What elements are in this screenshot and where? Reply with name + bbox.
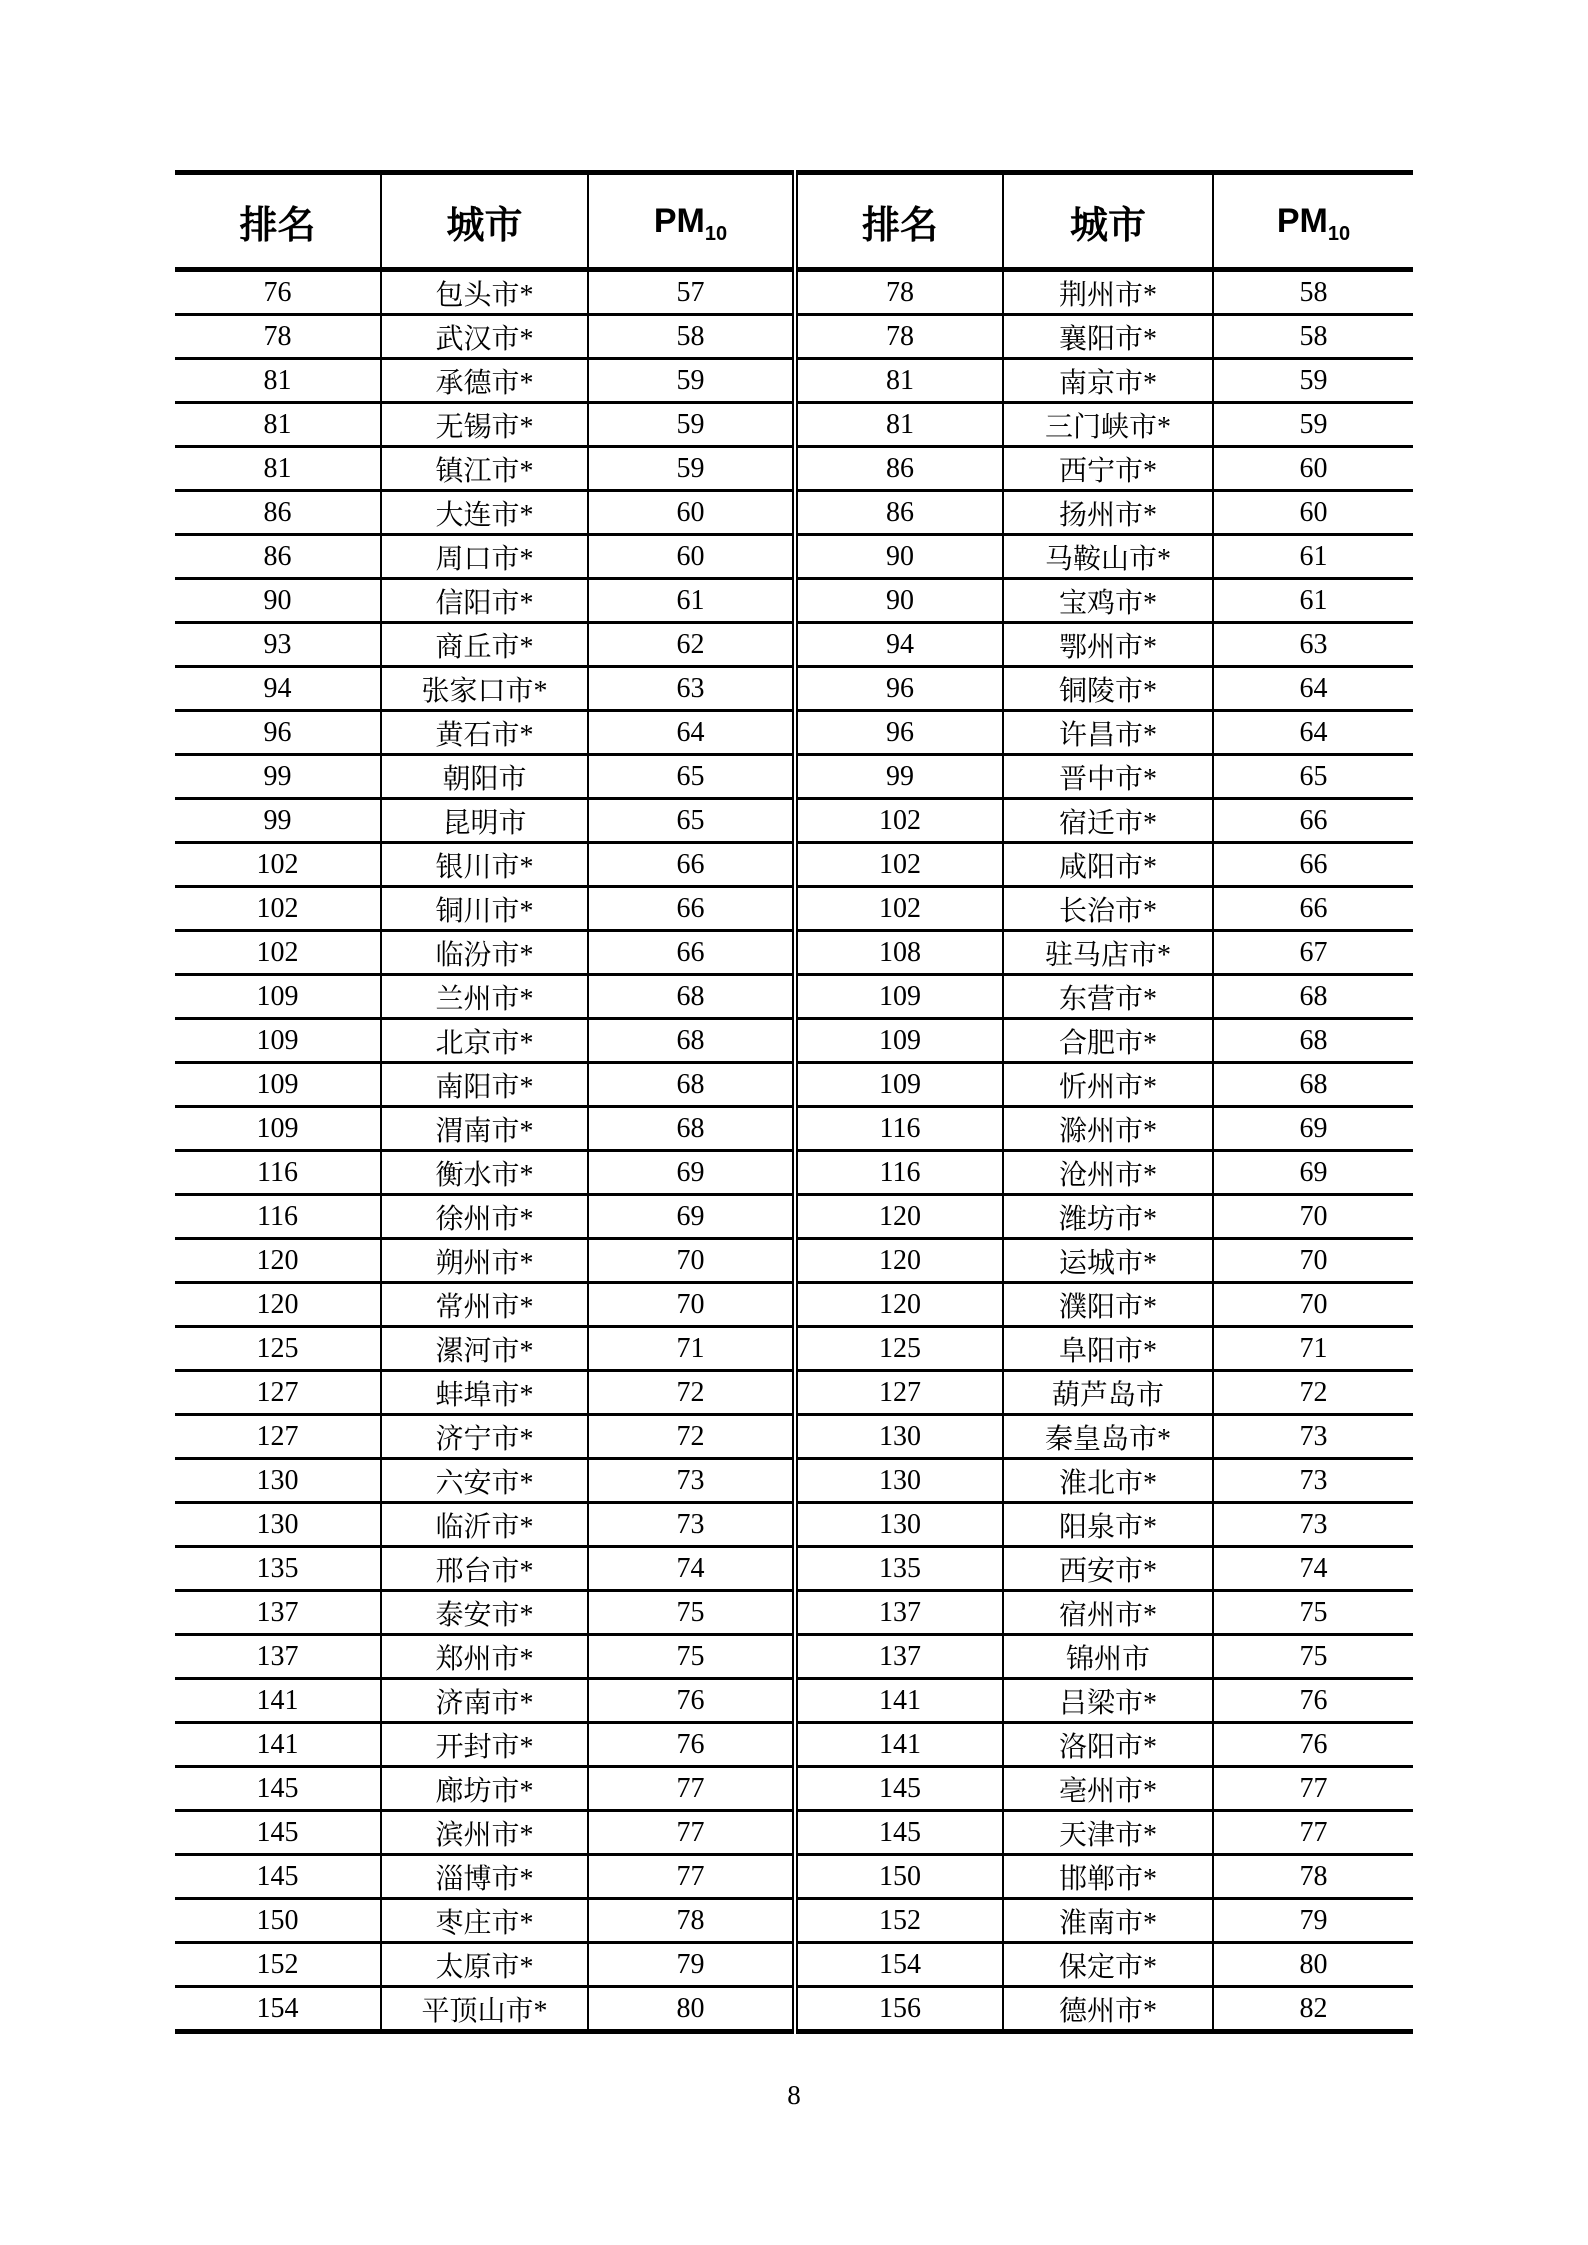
table-row xyxy=(175,1811,1413,1855)
rank-cell-right: 94 xyxy=(795,623,1003,667)
table-row xyxy=(175,1019,1413,1063)
city-cell-right: 秦皇岛市* xyxy=(1003,1415,1213,1459)
rank-cell-left: 145 xyxy=(175,1767,381,1811)
pm10-cell-right: 72 xyxy=(1213,1371,1413,1415)
pm10-cell-right: 82 xyxy=(1213,1987,1413,2032)
city-cell-right: 濮阳市* xyxy=(1003,1283,1213,1327)
city-cell-right: 三门峡市* xyxy=(1003,403,1213,447)
pm10-cell-right: 73 xyxy=(1213,1503,1413,1547)
city-cell-left: 太原市* xyxy=(381,1943,588,1987)
table-row xyxy=(175,1987,1413,2032)
pm10-cell-right: 75 xyxy=(1213,1635,1413,1679)
table-body xyxy=(175,270,1413,2032)
table-row xyxy=(175,1371,1413,1415)
rank-cell-left: 109 xyxy=(175,975,381,1019)
rank-cell-left: 99 xyxy=(175,755,381,799)
city-cell-right: 东营市* xyxy=(1003,975,1213,1019)
city-cell-right: 西安市* xyxy=(1003,1547,1213,1591)
table-row xyxy=(175,1635,1413,1679)
pm10-cell-right: 67 xyxy=(1213,931,1413,975)
table-row xyxy=(175,1855,1413,1899)
rank-cell-left: 86 xyxy=(175,535,381,579)
pm10-cell-left: 80 xyxy=(588,1987,795,2032)
city-cell-right: 邯郸市* xyxy=(1003,1855,1213,1899)
rank-cell-left: 141 xyxy=(175,1679,381,1723)
table-row xyxy=(175,359,1413,403)
pm10-cell-left: 66 xyxy=(588,843,795,887)
rank-cell-left: 125 xyxy=(175,1327,381,1371)
city-cell-left: 无锡市* xyxy=(381,403,588,447)
rank-cell-right: 141 xyxy=(795,1723,1003,1767)
table-header xyxy=(175,173,1413,270)
table-row xyxy=(175,1327,1413,1371)
pm10-cell-left: 66 xyxy=(588,887,795,931)
city-cell-left: 黄石市* xyxy=(381,711,588,755)
rank-cell-right: 154 xyxy=(795,1943,1003,1987)
city-cell-right: 扬州市* xyxy=(1003,491,1213,535)
header-city-left: 城市 xyxy=(381,173,588,270)
table-row xyxy=(175,711,1413,755)
pm10-cell-right: 58 xyxy=(1213,270,1413,315)
rank-cell-right: 120 xyxy=(795,1239,1003,1283)
pm10-cell-left: 69 xyxy=(588,1195,795,1239)
pm10-cell-right: 59 xyxy=(1213,403,1413,447)
city-cell-right: 阳泉市* xyxy=(1003,1503,1213,1547)
pm10-cell-left: 59 xyxy=(588,447,795,491)
rank-cell-left: 76 xyxy=(175,270,381,315)
city-cell-left: 渭南市* xyxy=(381,1107,588,1151)
header-pm10-right xyxy=(1213,173,1413,270)
rank-cell-right: 130 xyxy=(795,1503,1003,1547)
rank-cell-left: 137 xyxy=(175,1591,381,1635)
city-cell-right: 合肥市* xyxy=(1003,1019,1213,1063)
header-rank-right: 排名 xyxy=(795,173,1003,270)
rank-cell-left: 145 xyxy=(175,1811,381,1855)
pm10-cell-right: 60 xyxy=(1213,447,1413,491)
city-cell-right: 驻马店市* xyxy=(1003,931,1213,975)
rank-cell-right: 156 xyxy=(795,1987,1003,2032)
city-cell-right: 保定市* xyxy=(1003,1943,1213,1987)
rank-cell-right: 81 xyxy=(795,403,1003,447)
pm10-cell-left: 69 xyxy=(588,1151,795,1195)
city-cell-left: 泰安市* xyxy=(381,1591,588,1635)
rank-cell-right: 99 xyxy=(795,755,1003,799)
pm10-cell-left: 71 xyxy=(588,1327,795,1371)
rank-cell-left: 145 xyxy=(175,1855,381,1899)
rank-cell-right: 145 xyxy=(795,1811,1003,1855)
city-cell-left: 南阳市* xyxy=(381,1063,588,1107)
rank-cell-left: 102 xyxy=(175,931,381,975)
rank-cell-left: 81 xyxy=(175,359,381,403)
pm10-cell-right: 76 xyxy=(1213,1723,1413,1767)
pm10-cell-left: 62 xyxy=(588,623,795,667)
table-row xyxy=(175,1767,1413,1811)
rank-cell-left: 127 xyxy=(175,1415,381,1459)
pm10-cell-left: 70 xyxy=(588,1283,795,1327)
city-cell-left: 邢台市* xyxy=(381,1547,588,1591)
header-rank-left: 排名 xyxy=(175,173,381,270)
city-cell-right: 忻州市* xyxy=(1003,1063,1213,1107)
rank-cell-left: 86 xyxy=(175,491,381,535)
city-cell-left: 蚌埠市* xyxy=(381,1371,588,1415)
pm10-subscript: 10 xyxy=(704,222,728,245)
city-cell-right: 淮南市* xyxy=(1003,1899,1213,1943)
pm10-cell-right: 78 xyxy=(1213,1855,1413,1899)
city-cell-left: 枣庄市* xyxy=(381,1899,588,1943)
city-cell-left: 包头市* xyxy=(381,270,588,315)
table-row xyxy=(175,667,1413,711)
pm10-cell-right: 60 xyxy=(1213,491,1413,535)
pm10-cell-right: 73 xyxy=(1213,1459,1413,1503)
rank-cell-right: 125 xyxy=(795,1327,1003,1371)
pm10-cell-right: 69 xyxy=(1213,1151,1413,1195)
rank-cell-right: 141 xyxy=(795,1679,1003,1723)
pm10-cell-left: 76 xyxy=(588,1679,795,1723)
rank-cell-right: 137 xyxy=(795,1635,1003,1679)
rank-cell-left: 81 xyxy=(175,447,381,491)
pm10-label: PM xyxy=(653,201,705,240)
rank-cell-right: 86 xyxy=(795,447,1003,491)
table-row xyxy=(175,1591,1413,1635)
rank-cell-right: 137 xyxy=(795,1591,1003,1635)
rank-cell-right: 120 xyxy=(795,1283,1003,1327)
pm10-cell-left: 72 xyxy=(588,1415,795,1459)
pm10-cell-left: 72 xyxy=(588,1371,795,1415)
rank-cell-left: 99 xyxy=(175,799,381,843)
table-row xyxy=(175,315,1413,359)
rank-cell-right: 145 xyxy=(795,1767,1003,1811)
rank-cell-left: 130 xyxy=(175,1459,381,1503)
city-cell-left: 淄博市* xyxy=(381,1855,588,1899)
city-cell-left: 六安市* xyxy=(381,1459,588,1503)
city-cell-right: 西宁市* xyxy=(1003,447,1213,491)
rank-cell-left: 81 xyxy=(175,403,381,447)
rank-cell-right: 108 xyxy=(795,931,1003,975)
pm10-cell-left: 70 xyxy=(588,1239,795,1283)
rank-cell-right: 102 xyxy=(795,843,1003,887)
header-city-right: 城市 xyxy=(1003,173,1213,270)
city-cell-left: 昆明市 xyxy=(381,799,588,843)
table-row xyxy=(175,1503,1413,1547)
rank-cell-right: 116 xyxy=(795,1151,1003,1195)
pm10-cell-right: 68 xyxy=(1213,1019,1413,1063)
table-row xyxy=(175,1195,1413,1239)
rank-cell-right: 90 xyxy=(795,535,1003,579)
city-cell-right: 洛阳市* xyxy=(1003,1723,1213,1767)
city-cell-left: 镇江市* xyxy=(381,447,588,491)
rank-cell-right: 78 xyxy=(795,315,1003,359)
city-cell-left: 承德市* xyxy=(381,359,588,403)
rank-cell-left: 109 xyxy=(175,1107,381,1151)
header-pm10-left xyxy=(588,173,795,270)
pm10-cell-left: 79 xyxy=(588,1943,795,1987)
city-cell-right: 宿州市* xyxy=(1003,1591,1213,1635)
city-cell-left: 济南市* xyxy=(381,1679,588,1723)
city-cell-right: 南京市* xyxy=(1003,359,1213,403)
pm10-cell-right: 61 xyxy=(1213,579,1413,623)
rank-cell-right: 130 xyxy=(795,1415,1003,1459)
pm10-ranking-table xyxy=(175,170,1413,2034)
pm10-cell-right: 64 xyxy=(1213,711,1413,755)
pm10-cell-left: 74 xyxy=(588,1547,795,1591)
table-row xyxy=(175,1943,1413,1987)
pm10-cell-left: 65 xyxy=(588,755,795,799)
pm10-cell-right: 80 xyxy=(1213,1943,1413,1987)
city-cell-left: 朝阳市 xyxy=(381,755,588,799)
rank-cell-left: 94 xyxy=(175,667,381,711)
pm10-cell-left: 60 xyxy=(588,535,795,579)
pm10-cell-right: 69 xyxy=(1213,1107,1413,1151)
table-row xyxy=(175,623,1413,667)
table-row xyxy=(175,1283,1413,1327)
city-cell-right: 长治市* xyxy=(1003,887,1213,931)
table-row xyxy=(175,931,1413,975)
city-cell-left: 武汉市* xyxy=(381,315,588,359)
pm10-label: PM xyxy=(1276,201,1328,240)
city-cell-left: 平顶山市* xyxy=(381,1987,588,2032)
table-row xyxy=(175,1679,1413,1723)
rank-cell-right: 135 xyxy=(795,1547,1003,1591)
city-cell-right: 铜陵市* xyxy=(1003,667,1213,711)
rank-cell-left: 93 xyxy=(175,623,381,667)
city-cell-left: 银川市* xyxy=(381,843,588,887)
rank-cell-right: 116 xyxy=(795,1107,1003,1151)
table-row xyxy=(175,535,1413,579)
city-cell-left: 滨州市* xyxy=(381,1811,588,1855)
pm10-cell-left: 68 xyxy=(588,975,795,1019)
pm10-cell-right: 68 xyxy=(1213,1063,1413,1107)
rank-cell-right: 109 xyxy=(795,1063,1003,1107)
table-row xyxy=(175,270,1413,315)
pm10-cell-right: 73 xyxy=(1213,1415,1413,1459)
pm10-cell-right: 66 xyxy=(1213,887,1413,931)
table-row xyxy=(175,1899,1413,1943)
rank-cell-right: 102 xyxy=(795,799,1003,843)
pm10-cell-right: 58 xyxy=(1213,315,1413,359)
city-cell-right: 马鞍山市* xyxy=(1003,535,1213,579)
rank-cell-right: 86 xyxy=(795,491,1003,535)
pm10-cell-left: 59 xyxy=(588,359,795,403)
table-header-row xyxy=(175,173,1413,270)
rank-cell-left: 109 xyxy=(175,1063,381,1107)
city-cell-right: 天津市* xyxy=(1003,1811,1213,1855)
rank-cell-right: 90 xyxy=(795,579,1003,623)
pm10-cell-right: 65 xyxy=(1213,755,1413,799)
pm10-cell-right: 61 xyxy=(1213,535,1413,579)
city-cell-right: 运城市* xyxy=(1003,1239,1213,1283)
pm10-cell-left: 78 xyxy=(588,1899,795,1943)
rank-cell-right: 96 xyxy=(795,711,1003,755)
pm10-cell-left: 73 xyxy=(588,1503,795,1547)
city-cell-right: 亳州市* xyxy=(1003,1767,1213,1811)
city-cell-right: 鄂州市* xyxy=(1003,623,1213,667)
pm10-cell-left: 63 xyxy=(588,667,795,711)
pm10-cell-right: 77 xyxy=(1213,1767,1413,1811)
pm10-cell-left: 73 xyxy=(588,1459,795,1503)
pm10-cell-left: 68 xyxy=(588,1063,795,1107)
city-cell-left: 周口市* xyxy=(381,535,588,579)
pm10-cell-right: 75 xyxy=(1213,1591,1413,1635)
rank-cell-right: 78 xyxy=(795,270,1003,315)
table-row xyxy=(175,491,1413,535)
rank-cell-left: 152 xyxy=(175,1943,381,1987)
pm10-cell-left: 76 xyxy=(588,1723,795,1767)
table-row xyxy=(175,1107,1413,1151)
pm10-cell-left: 75 xyxy=(588,1591,795,1635)
rank-cell-left: 154 xyxy=(175,1987,381,2032)
rank-cell-right: 109 xyxy=(795,1019,1003,1063)
pm10-cell-right: 59 xyxy=(1213,359,1413,403)
city-cell-left: 张家口市* xyxy=(381,667,588,711)
table-row xyxy=(175,1547,1413,1591)
city-cell-right: 许昌市* xyxy=(1003,711,1213,755)
pm10-cell-right: 66 xyxy=(1213,799,1413,843)
page-number: 8 xyxy=(787,2080,801,2110)
city-cell-right: 咸阳市* xyxy=(1003,843,1213,887)
table-row xyxy=(175,403,1413,447)
rank-cell-left: 127 xyxy=(175,1371,381,1415)
city-cell-left: 铜川市* xyxy=(381,887,588,931)
rank-cell-right: 150 xyxy=(795,1855,1003,1899)
city-cell-right: 葫芦岛市 xyxy=(1003,1371,1213,1415)
city-cell-right: 潍坊市* xyxy=(1003,1195,1213,1239)
pm10-cell-right: 79 xyxy=(1213,1899,1413,1943)
pm10-cell-right: 66 xyxy=(1213,843,1413,887)
city-cell-left: 临汾市* xyxy=(381,931,588,975)
table-row xyxy=(175,843,1413,887)
city-cell-left: 常州市* xyxy=(381,1283,588,1327)
rank-cell-right: 81 xyxy=(795,359,1003,403)
pm10-cell-right: 63 xyxy=(1213,623,1413,667)
rank-cell-right: 102 xyxy=(795,887,1003,931)
rank-cell-left: 116 xyxy=(175,1151,381,1195)
pm10-cell-right: 71 xyxy=(1213,1327,1413,1371)
pm10-cell-right: 64 xyxy=(1213,667,1413,711)
city-cell-right: 德州市* xyxy=(1003,1987,1213,2032)
pm10-cell-right: 77 xyxy=(1213,1811,1413,1855)
rank-cell-left: 116 xyxy=(175,1195,381,1239)
rank-cell-left: 102 xyxy=(175,887,381,931)
table-row xyxy=(175,1723,1413,1767)
city-cell-right: 襄阳市* xyxy=(1003,315,1213,359)
rank-cell-left: 96 xyxy=(175,711,381,755)
pm10-subscript: 10 xyxy=(1327,222,1351,245)
rank-cell-right: 127 xyxy=(795,1371,1003,1415)
table-row xyxy=(175,1151,1413,1195)
pm10-cell-left: 60 xyxy=(588,491,795,535)
city-cell-left: 漯河市* xyxy=(381,1327,588,1371)
pm10-cell-left: 57 xyxy=(588,270,795,315)
table-row xyxy=(175,1415,1413,1459)
rank-cell-left: 141 xyxy=(175,1723,381,1767)
rank-cell-right: 120 xyxy=(795,1195,1003,1239)
pm10-cell-right: 70 xyxy=(1213,1195,1413,1239)
table-row xyxy=(175,1459,1413,1503)
pm10-cell-left: 61 xyxy=(588,579,795,623)
pm10-cell-right: 76 xyxy=(1213,1679,1413,1723)
rank-cell-left: 109 xyxy=(175,1019,381,1063)
city-cell-left: 商丘市* xyxy=(381,623,588,667)
city-cell-left: 兰州市* xyxy=(381,975,588,1019)
city-cell-left: 廊坊市* xyxy=(381,1767,588,1811)
city-cell-left: 开封市* xyxy=(381,1723,588,1767)
pm10-cell-left: 68 xyxy=(588,1107,795,1151)
pm10-cell-right: 74 xyxy=(1213,1547,1413,1591)
city-cell-right: 宝鸡市* xyxy=(1003,579,1213,623)
pm10-cell-right: 70 xyxy=(1213,1283,1413,1327)
pm10-cell-left: 64 xyxy=(588,711,795,755)
rank-cell-left: 78 xyxy=(175,315,381,359)
city-cell-left: 临沂市* xyxy=(381,1503,588,1547)
city-cell-right: 晋中市* xyxy=(1003,755,1213,799)
city-cell-right: 吕梁市* xyxy=(1003,1679,1213,1723)
rank-cell-right: 109 xyxy=(795,975,1003,1019)
pm10-cell-left: 65 xyxy=(588,799,795,843)
rank-cell-left: 120 xyxy=(175,1239,381,1283)
pm10-cell-left: 58 xyxy=(588,315,795,359)
table-row xyxy=(175,799,1413,843)
rank-cell-left: 102 xyxy=(175,843,381,887)
pm10-cell-left: 75 xyxy=(588,1635,795,1679)
table-row xyxy=(175,755,1413,799)
rank-cell-left: 90 xyxy=(175,579,381,623)
pm10-cell-left: 59 xyxy=(588,403,795,447)
rank-cell-right: 152 xyxy=(795,1899,1003,1943)
pm10-cell-right: 68 xyxy=(1213,975,1413,1019)
rank-cell-left: 130 xyxy=(175,1503,381,1547)
city-cell-left: 信阳市* xyxy=(381,579,588,623)
city-cell-right: 阜阳市* xyxy=(1003,1327,1213,1371)
table-row xyxy=(175,447,1413,491)
city-cell-right: 宿迁市* xyxy=(1003,799,1213,843)
city-cell-right: 淮北市* xyxy=(1003,1459,1213,1503)
pm10-cell-left: 77 xyxy=(588,1767,795,1811)
rank-cell-left: 120 xyxy=(175,1283,381,1327)
rank-cell-left: 150 xyxy=(175,1899,381,1943)
table-row xyxy=(175,975,1413,1019)
table-row xyxy=(175,1239,1413,1283)
rank-cell-right: 96 xyxy=(795,667,1003,711)
pm10-cell-left: 68 xyxy=(588,1019,795,1063)
city-cell-left: 郑州市* xyxy=(381,1635,588,1679)
rank-cell-left: 135 xyxy=(175,1547,381,1591)
city-cell-left: 朔州市* xyxy=(381,1239,588,1283)
city-cell-left: 衡水市* xyxy=(381,1151,588,1195)
city-cell-right: 锦州市 xyxy=(1003,1635,1213,1679)
city-cell-left: 大连市* xyxy=(381,491,588,535)
city-cell-left: 北京市* xyxy=(381,1019,588,1063)
city-cell-left: 徐州市* xyxy=(381,1195,588,1239)
table-row xyxy=(175,887,1413,931)
pm10-cell-left: 77 xyxy=(588,1855,795,1899)
city-cell-right: 沧州市* xyxy=(1003,1151,1213,1195)
rank-cell-left: 137 xyxy=(175,1635,381,1679)
pm10-cell-left: 77 xyxy=(588,1811,795,1855)
pm10-cell-right: 70 xyxy=(1213,1239,1413,1283)
rank-cell-right: 130 xyxy=(795,1459,1003,1503)
city-cell-left: 济宁市* xyxy=(381,1415,588,1459)
table-row xyxy=(175,1063,1413,1107)
city-cell-right: 荆州市* xyxy=(1003,270,1213,315)
city-cell-right: 滁州市* xyxy=(1003,1107,1213,1151)
table-row xyxy=(175,579,1413,623)
pm10-cell-left: 66 xyxy=(588,931,795,975)
